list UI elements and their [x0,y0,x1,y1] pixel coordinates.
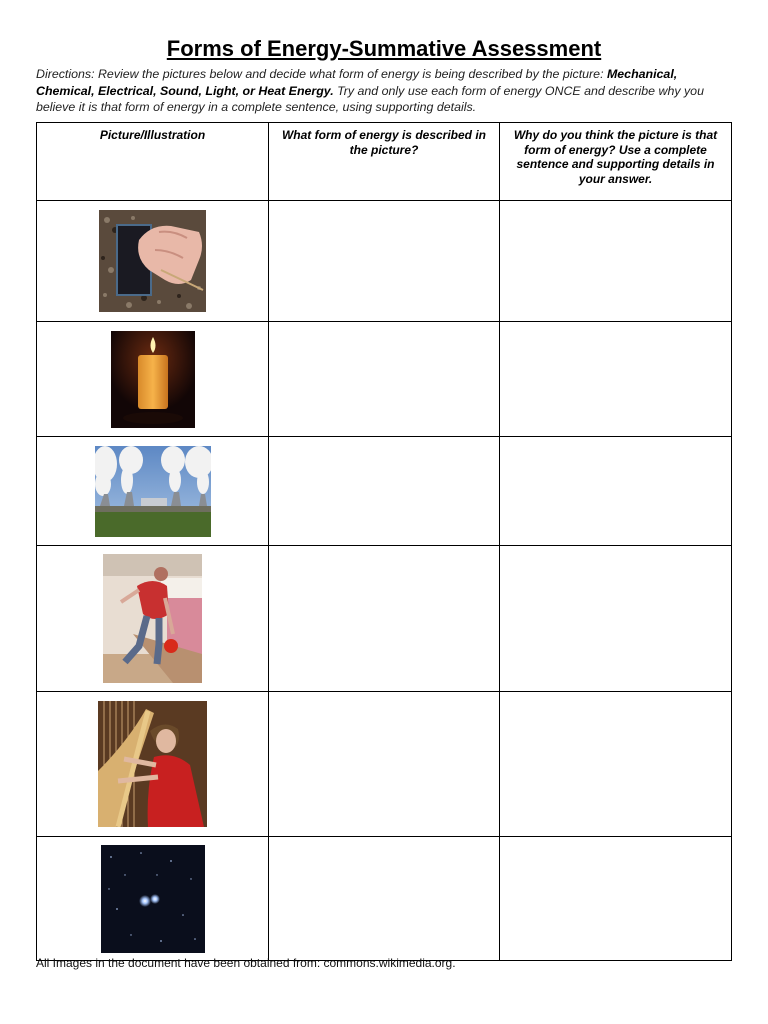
answer-form-cell[interactable] [269,837,500,961]
answer-why-cell[interactable] [500,322,732,437]
woman-playing-harp-image [98,701,207,827]
directions-part2: Try and only use each form of energy ONCE and describe why you believe it is that form of energy in a complete sentence, using supporting details. [36,83,704,114]
table-row [37,322,732,437]
picture-cell [37,201,269,322]
answer-why-cell[interactable] [500,201,732,322]
picture-cell [37,837,269,961]
directions-part1: Review the pictures below and decide what form of energy is being described by the picture: [94,67,607,81]
answer-why-cell[interactable] [500,546,732,692]
image-credit-footer: All Images in the document have been obtained from: commons.wikimedia.org. [36,956,456,970]
picture-cell [37,692,269,837]
header-picture: Picture/Illustration [37,123,269,201]
page-title: Forms of Energy-Summative Assessment [166,36,602,61]
header-row [37,123,732,201]
directions-text [36,66,716,116]
table-row [37,437,732,546]
picture-cell [37,322,269,437]
header-why: Why do you think the picture is that form of energy? Use a complete sentence and supporting details in your answer. [500,123,732,201]
bowler-throwing-ball-image [103,554,202,683]
lit-candle-image [111,331,195,428]
answer-why-cell[interactable] [500,837,732,961]
answer-form-cell[interactable] [269,692,500,837]
answer-form-cell[interactable] [269,437,500,546]
power-plant-cooling-towers-image [95,446,211,537]
answer-form-cell[interactable] [269,546,500,692]
directions-lead: Directions: [36,67,95,81]
energy-forms-list: Mechanical, Chemical, Electrical, Sound, Light, or Heat Energy. [36,67,678,98]
answer-why-cell[interactable] [500,692,732,837]
table-row [37,837,732,961]
picture-cell [37,437,269,546]
picture-cell [37,546,269,692]
table-row [37,201,732,322]
answer-form-cell[interactable] [269,201,500,322]
stars-night-sky-image [101,845,205,953]
table-row [37,692,732,837]
answer-form-cell[interactable] [269,322,500,437]
match-striking-image [99,210,206,312]
header-form-of-energy: What form of energy is described in the picture? [269,123,500,201]
table-row [37,546,732,692]
answer-why-cell[interactable] [500,437,732,546]
assessment-table [36,122,732,961]
